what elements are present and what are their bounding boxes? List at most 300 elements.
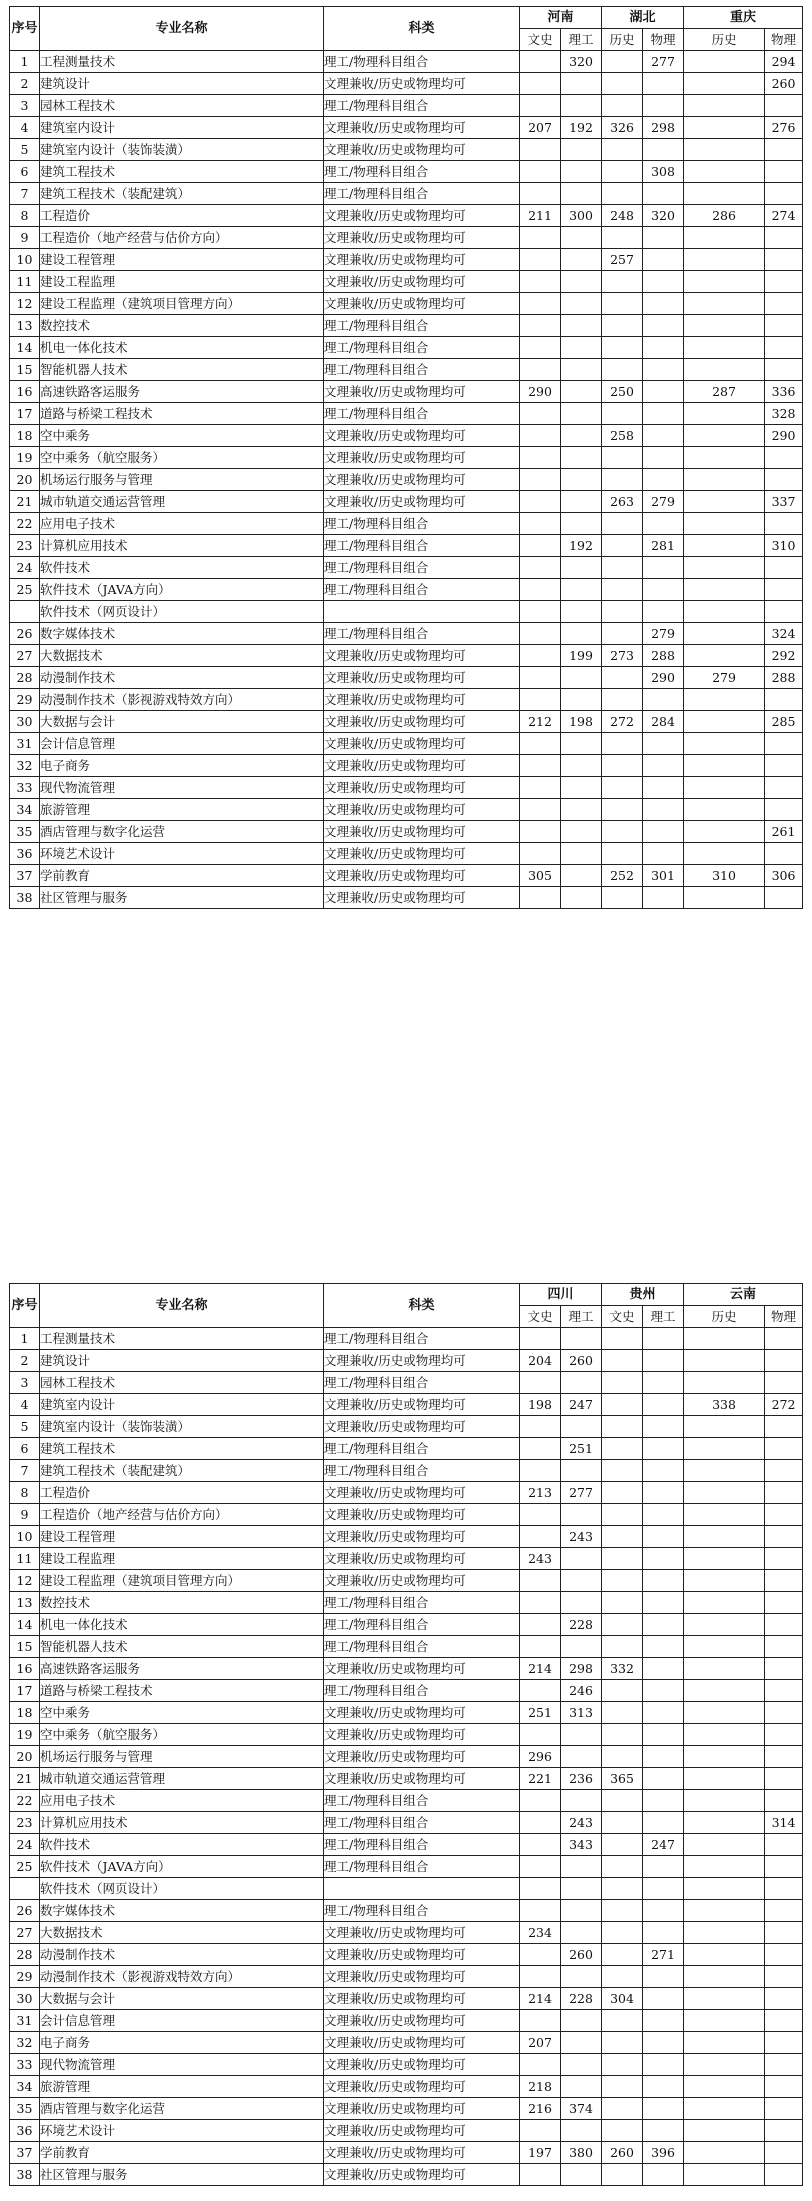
score-cell: 276 xyxy=(765,117,803,139)
subcol-header: 理工 xyxy=(643,1306,684,1328)
score-cell: 337 xyxy=(765,491,803,513)
score-cell: 211 xyxy=(520,205,561,227)
score-cell: 258 xyxy=(602,425,643,447)
row-number: 22 xyxy=(10,513,40,535)
score-cell xyxy=(643,1614,684,1636)
category-cell: 文理兼收/历史或物理均可 xyxy=(324,2010,520,2032)
category-cell: 理工/物理科目组合 xyxy=(324,1614,520,1636)
score-cell xyxy=(602,95,643,117)
score-cell xyxy=(684,2098,765,2120)
score-cell: 272 xyxy=(602,711,643,733)
major-name: 建设工程管理 xyxy=(40,249,324,271)
score-cell xyxy=(643,1372,684,1394)
category-cell: 文理兼收/历史或物理均可 xyxy=(324,2076,520,2098)
score-cell xyxy=(684,1856,765,1878)
major-name: 酒店管理与数字化运营 xyxy=(40,821,324,843)
row-number: 6 xyxy=(10,1438,40,1460)
score-cell xyxy=(643,1482,684,1504)
score-cell xyxy=(520,887,561,909)
score-cell xyxy=(684,1592,765,1614)
score-cell: 221 xyxy=(520,1768,561,1790)
score-cell xyxy=(643,425,684,447)
score-cell: 207 xyxy=(520,2032,561,2054)
score-cell xyxy=(684,1658,765,1680)
score-cell xyxy=(561,2164,602,2186)
table-row xyxy=(10,1702,803,1724)
score-cell xyxy=(602,1812,643,1834)
major-name: 建筑设计 xyxy=(40,1350,324,1372)
score-cell xyxy=(643,469,684,491)
score-cell xyxy=(684,1834,765,1856)
major-name: 工程造价（地产经营与估价方向） xyxy=(40,227,324,249)
score-cell xyxy=(684,689,765,711)
major-name: 建筑室内设计 xyxy=(40,1394,324,1416)
score-cell xyxy=(561,1592,602,1614)
table-row xyxy=(10,1504,803,1526)
major-name: 园林工程技术 xyxy=(40,1372,324,1394)
score-cell xyxy=(765,293,803,315)
score-cell xyxy=(602,557,643,579)
score-cell xyxy=(765,557,803,579)
category-cell: 理工/物理科目组合 xyxy=(324,513,520,535)
score-cell xyxy=(561,2010,602,2032)
major-name: 建筑室内设计 xyxy=(40,117,324,139)
row-number: 7 xyxy=(10,183,40,205)
score-cell xyxy=(643,1702,684,1724)
score-cell xyxy=(684,513,765,535)
category-cell: 理工/物理科目组合 xyxy=(324,403,520,425)
row-number: 15 xyxy=(10,1636,40,1658)
row-number: 35 xyxy=(10,821,40,843)
major-name: 应用电子技术 xyxy=(40,513,324,535)
score-cell xyxy=(765,161,803,183)
score-cell xyxy=(643,1746,684,1768)
category-cell: 理工/物理科目组合 xyxy=(324,1900,520,1922)
table-row xyxy=(10,2010,803,2032)
table-row xyxy=(10,51,803,73)
table-row xyxy=(10,1526,803,1548)
table-row xyxy=(10,2164,803,2186)
score-cell xyxy=(643,1966,684,1988)
score-cell xyxy=(602,2120,643,2142)
row-number: 17 xyxy=(10,403,40,425)
score-cell xyxy=(561,1636,602,1658)
score-cell xyxy=(643,1350,684,1372)
major-name: 大数据技术 xyxy=(40,645,324,667)
score-cell xyxy=(684,425,765,447)
score-cell xyxy=(602,1834,643,1856)
row-number: 19 xyxy=(10,1724,40,1746)
table-row xyxy=(10,513,803,535)
score-cell xyxy=(520,1438,561,1460)
score-cell xyxy=(684,2010,765,2032)
score-cell: 326 xyxy=(602,117,643,139)
score-cell: 301 xyxy=(643,865,684,887)
score-cell: 365 xyxy=(602,1768,643,1790)
score-cell: 257 xyxy=(602,249,643,271)
row-number: 10 xyxy=(10,249,40,271)
score-cell xyxy=(602,1482,643,1504)
score-cell xyxy=(684,535,765,557)
score-cell xyxy=(643,2076,684,2098)
score-cell xyxy=(602,1724,643,1746)
score-cell xyxy=(684,73,765,95)
table-row xyxy=(10,1636,803,1658)
province-header: 四川 xyxy=(520,1284,602,1306)
subcol-header: 文史 xyxy=(602,1306,643,1328)
score-cell xyxy=(684,887,765,909)
major-name: 建筑工程技术 xyxy=(40,161,324,183)
score-cell xyxy=(561,359,602,381)
major-name: 大数据技术 xyxy=(40,1922,324,1944)
score-cell: 260 xyxy=(561,1350,602,1372)
score-cell: 298 xyxy=(643,117,684,139)
score-cell xyxy=(765,2032,803,2054)
score-cell xyxy=(602,1526,643,1548)
table-row xyxy=(10,227,803,249)
score-cell: 279 xyxy=(643,491,684,513)
category-cell: 文理兼收/历史或物理均可 xyxy=(324,2120,520,2142)
row-number: 30 xyxy=(10,1988,40,2010)
score-cell xyxy=(602,271,643,293)
row-number: 23 xyxy=(10,1812,40,1834)
category-cell: 文理兼收/历史或物理均可 xyxy=(324,205,520,227)
category-cell: 文理兼收/历史或物理均可 xyxy=(324,491,520,513)
score-cell xyxy=(643,1416,684,1438)
category-cell: 文理兼收/历史或物理均可 xyxy=(324,667,520,689)
score-cell: 198 xyxy=(520,1394,561,1416)
header-no: 序号 xyxy=(10,1284,40,1328)
score-cell xyxy=(561,1856,602,1878)
score-cell xyxy=(684,1790,765,1812)
score-cell: 192 xyxy=(561,117,602,139)
score-cell xyxy=(684,51,765,73)
major-name: 数控技术 xyxy=(40,1592,324,1614)
score-cell xyxy=(602,843,643,865)
table-row xyxy=(10,1372,803,1394)
score-cell xyxy=(643,557,684,579)
province-header: 河南 xyxy=(520,7,602,29)
score-cell xyxy=(520,689,561,711)
score-cell xyxy=(602,799,643,821)
score-cell: 251 xyxy=(520,1702,561,1724)
score-cell xyxy=(520,623,561,645)
table-row xyxy=(10,1350,803,1372)
category-cell: 文理兼收/历史或物理均可 xyxy=(324,2054,520,2076)
category-cell: 文理兼收/历史或物理均可 xyxy=(324,2164,520,2186)
category-cell: 文理兼收/历史或物理均可 xyxy=(324,271,520,293)
score-cell: 250 xyxy=(602,381,643,403)
category-cell: 文理兼收/历史或物理均可 xyxy=(324,1482,520,1504)
score-cell xyxy=(561,623,602,645)
table-row xyxy=(10,1922,803,1944)
major-name: 旅游管理 xyxy=(40,799,324,821)
category-cell: 文理兼收/历史或物理均可 xyxy=(324,777,520,799)
category-cell: 理工/物理科目组合 xyxy=(324,51,520,73)
score-cell xyxy=(684,227,765,249)
row-number: 24 xyxy=(10,1834,40,1856)
category-cell: 理工/物理科目组合 xyxy=(324,1460,520,1482)
score-cell xyxy=(765,733,803,755)
major-name: 工程测量技术 xyxy=(40,1328,324,1350)
category-cell: 文理兼收/历史或物理均可 xyxy=(324,447,520,469)
table-body xyxy=(10,51,803,909)
major-name: 高速铁路客运服务 xyxy=(40,381,324,403)
table-body xyxy=(10,1328,803,2186)
major-name: 社区管理与服务 xyxy=(40,887,324,909)
score-table-sichuan-guizhou-yunnan xyxy=(9,1283,803,2186)
score-cell: 343 xyxy=(561,1834,602,1856)
major-name: 智能机器人技术 xyxy=(40,359,324,381)
score-cell xyxy=(684,95,765,117)
score-cell: 234 xyxy=(520,1922,561,1944)
subcol-header: 物理 xyxy=(643,29,684,51)
score-cell xyxy=(643,2032,684,2054)
major-name: 建设工程监理（建筑项目管理方向） xyxy=(40,293,324,315)
score-cell xyxy=(643,843,684,865)
score-cell xyxy=(684,183,765,205)
table-row xyxy=(10,1834,803,1856)
header-no: 序号 xyxy=(10,7,40,51)
category-cell: 文理兼收/历史或物理均可 xyxy=(324,645,520,667)
score-cell xyxy=(765,315,803,337)
table-row xyxy=(10,1856,803,1878)
category-cell: 文理兼收/历史或物理均可 xyxy=(324,2142,520,2164)
major-name: 建筑室内设计（装饰装潢） xyxy=(40,1416,324,1438)
score-cell xyxy=(643,359,684,381)
score-cell xyxy=(602,601,643,623)
table-row xyxy=(10,183,803,205)
major-name: 空中乘务（航空服务） xyxy=(40,1724,324,1746)
score-cell xyxy=(602,2032,643,2054)
major-name: 软件技术（网页设计） xyxy=(40,1878,324,1900)
major-name: 建筑工程技术（装配建筑） xyxy=(40,1460,324,1482)
row-number: 19 xyxy=(10,447,40,469)
table-row xyxy=(10,1724,803,1746)
score-cell xyxy=(684,799,765,821)
score-cell xyxy=(520,1856,561,1878)
major-name: 建筑工程技术（装配建筑） xyxy=(40,183,324,205)
row-number: 5 xyxy=(10,1416,40,1438)
major-name: 动漫制作技术（影视游戏特效方向） xyxy=(40,1966,324,1988)
table-row xyxy=(10,1966,803,1988)
score-cell xyxy=(520,51,561,73)
score-cell xyxy=(602,1878,643,1900)
score-cell xyxy=(684,1966,765,1988)
row-number: 38 xyxy=(10,2164,40,2186)
score-cell: 320 xyxy=(561,51,602,73)
score-cell xyxy=(765,689,803,711)
category-cell: 文理兼收/历史或物理均可 xyxy=(324,821,520,843)
category-cell: 理工/物理科目组合 xyxy=(324,557,520,579)
row-number: 8 xyxy=(10,1482,40,1504)
row-number: 13 xyxy=(10,315,40,337)
score-cell: 243 xyxy=(561,1526,602,1548)
score-cell: 328 xyxy=(765,403,803,425)
row-number: 24 xyxy=(10,557,40,579)
category-cell: 文理兼收/历史或物理均可 xyxy=(324,1922,520,1944)
category-cell: 文理兼收/历史或物理均可 xyxy=(324,1416,520,1438)
score-cell xyxy=(602,667,643,689)
score-cell: 324 xyxy=(765,623,803,645)
score-cell: 285 xyxy=(765,711,803,733)
table-row xyxy=(10,249,803,271)
row-number: 32 xyxy=(10,2032,40,2054)
table-row xyxy=(10,799,803,821)
score-cell xyxy=(765,1724,803,1746)
score-cell: 260 xyxy=(602,2142,643,2164)
province-header: 贵州 xyxy=(602,1284,684,1306)
score-cell: 272 xyxy=(765,1394,803,1416)
score-cell xyxy=(643,1724,684,1746)
row-number: 18 xyxy=(10,1702,40,1724)
row-number: 4 xyxy=(10,117,40,139)
row-number: 21 xyxy=(10,1768,40,1790)
score-cell xyxy=(520,227,561,249)
score-cell xyxy=(520,1944,561,1966)
score-cell xyxy=(684,1724,765,1746)
table-row xyxy=(10,821,803,843)
score-cell xyxy=(643,1790,684,1812)
major-name: 工程造价 xyxy=(40,1482,324,1504)
score-cell xyxy=(602,1460,643,1482)
score-cell: 279 xyxy=(643,623,684,645)
score-cell: 236 xyxy=(561,1768,602,1790)
table-row xyxy=(10,1482,803,1504)
score-cell: 214 xyxy=(520,1988,561,2010)
score-cell: 310 xyxy=(765,535,803,557)
score-cell xyxy=(765,777,803,799)
score-cell xyxy=(561,425,602,447)
score-cell xyxy=(561,1504,602,1526)
score-cell xyxy=(602,73,643,95)
score-cell xyxy=(643,1636,684,1658)
score-cell xyxy=(765,755,803,777)
score-cell xyxy=(684,469,765,491)
major-name: 建设工程监理 xyxy=(40,271,324,293)
score-cell: 218 xyxy=(520,2076,561,2098)
table-row xyxy=(10,73,803,95)
score-cell xyxy=(561,689,602,711)
major-name: 计算机应用技术 xyxy=(40,1812,324,1834)
table-row xyxy=(10,447,803,469)
score-cell xyxy=(684,249,765,271)
row-number: 1 xyxy=(10,1328,40,1350)
score-cell xyxy=(520,777,561,799)
score-cell: 277 xyxy=(561,1482,602,1504)
score-cell xyxy=(602,183,643,205)
major-name: 智能机器人技术 xyxy=(40,1636,324,1658)
score-cell xyxy=(643,227,684,249)
major-name: 电子商务 xyxy=(40,2032,324,2054)
score-cell xyxy=(602,1592,643,1614)
score-cell xyxy=(643,601,684,623)
score-cell xyxy=(684,601,765,623)
table-row xyxy=(10,359,803,381)
score-cell xyxy=(602,293,643,315)
major-name: 学前教育 xyxy=(40,2142,324,2164)
table-row xyxy=(10,205,803,227)
row-number: 25 xyxy=(10,1856,40,1878)
score-cell: 300 xyxy=(561,205,602,227)
row-number: 31 xyxy=(10,733,40,755)
score-cell xyxy=(561,821,602,843)
score-cell: 290 xyxy=(520,381,561,403)
score-cell xyxy=(643,1900,684,1922)
score-cell: 332 xyxy=(602,1658,643,1680)
score-cell xyxy=(765,579,803,601)
score-cell xyxy=(602,1350,643,1372)
score-cell xyxy=(765,1658,803,1680)
row-number: 26 xyxy=(10,1900,40,1922)
score-cell: 338 xyxy=(684,1394,765,1416)
major-name: 环境艺术设计 xyxy=(40,843,324,865)
category-cell: 理工/物理科目组合 xyxy=(324,623,520,645)
score-cell: 228 xyxy=(561,1614,602,1636)
score-cell xyxy=(765,359,803,381)
score-cell xyxy=(520,271,561,293)
subcol-header: 物理 xyxy=(765,29,803,51)
score-cell xyxy=(561,667,602,689)
table-row xyxy=(10,535,803,557)
score-cell xyxy=(684,1372,765,1394)
score-cell xyxy=(684,1614,765,1636)
score-cell xyxy=(643,777,684,799)
category-cell: 理工/物理科目组合 xyxy=(324,1856,520,1878)
score-cell xyxy=(520,535,561,557)
score-cell xyxy=(602,1504,643,1526)
table-row xyxy=(10,865,803,887)
row-number: 29 xyxy=(10,689,40,711)
score-cell xyxy=(602,689,643,711)
table-row xyxy=(10,623,803,645)
table-row xyxy=(10,1460,803,1482)
score-cell xyxy=(602,1966,643,1988)
score-cell xyxy=(643,1460,684,1482)
score-cell xyxy=(561,1790,602,1812)
score-cell xyxy=(520,73,561,95)
major-name: 大数据与会计 xyxy=(40,1988,324,2010)
major-name: 工程造价（地产经营与估价方向） xyxy=(40,1504,324,1526)
row-number: 16 xyxy=(10,1658,40,1680)
score-cell xyxy=(602,1680,643,1702)
score-cell xyxy=(561,513,602,535)
score-cell: 243 xyxy=(561,1812,602,1834)
category-cell xyxy=(324,1878,520,1900)
score-cell xyxy=(765,1504,803,1526)
row-number: 37 xyxy=(10,2142,40,2164)
score-cell xyxy=(684,1504,765,1526)
score-cell xyxy=(602,315,643,337)
row-number: 11 xyxy=(10,271,40,293)
category-cell: 文理兼收/历史或物理均可 xyxy=(324,1350,520,1372)
score-cell xyxy=(561,865,602,887)
score-cell: 298 xyxy=(561,1658,602,1680)
score-cell xyxy=(520,2010,561,2032)
score-cell xyxy=(684,843,765,865)
category-cell: 理工/物理科目组合 xyxy=(324,337,520,359)
row-number: 12 xyxy=(10,293,40,315)
score-cell xyxy=(520,337,561,359)
score-cell: 198 xyxy=(561,711,602,733)
score-cell xyxy=(684,1548,765,1570)
table-row xyxy=(10,1394,803,1416)
table-row xyxy=(10,95,803,117)
score-cell: 284 xyxy=(643,711,684,733)
score-cell xyxy=(602,1438,643,1460)
major-name: 建筑室内设计（装饰装潢） xyxy=(40,139,324,161)
score-cell xyxy=(602,1548,643,1570)
